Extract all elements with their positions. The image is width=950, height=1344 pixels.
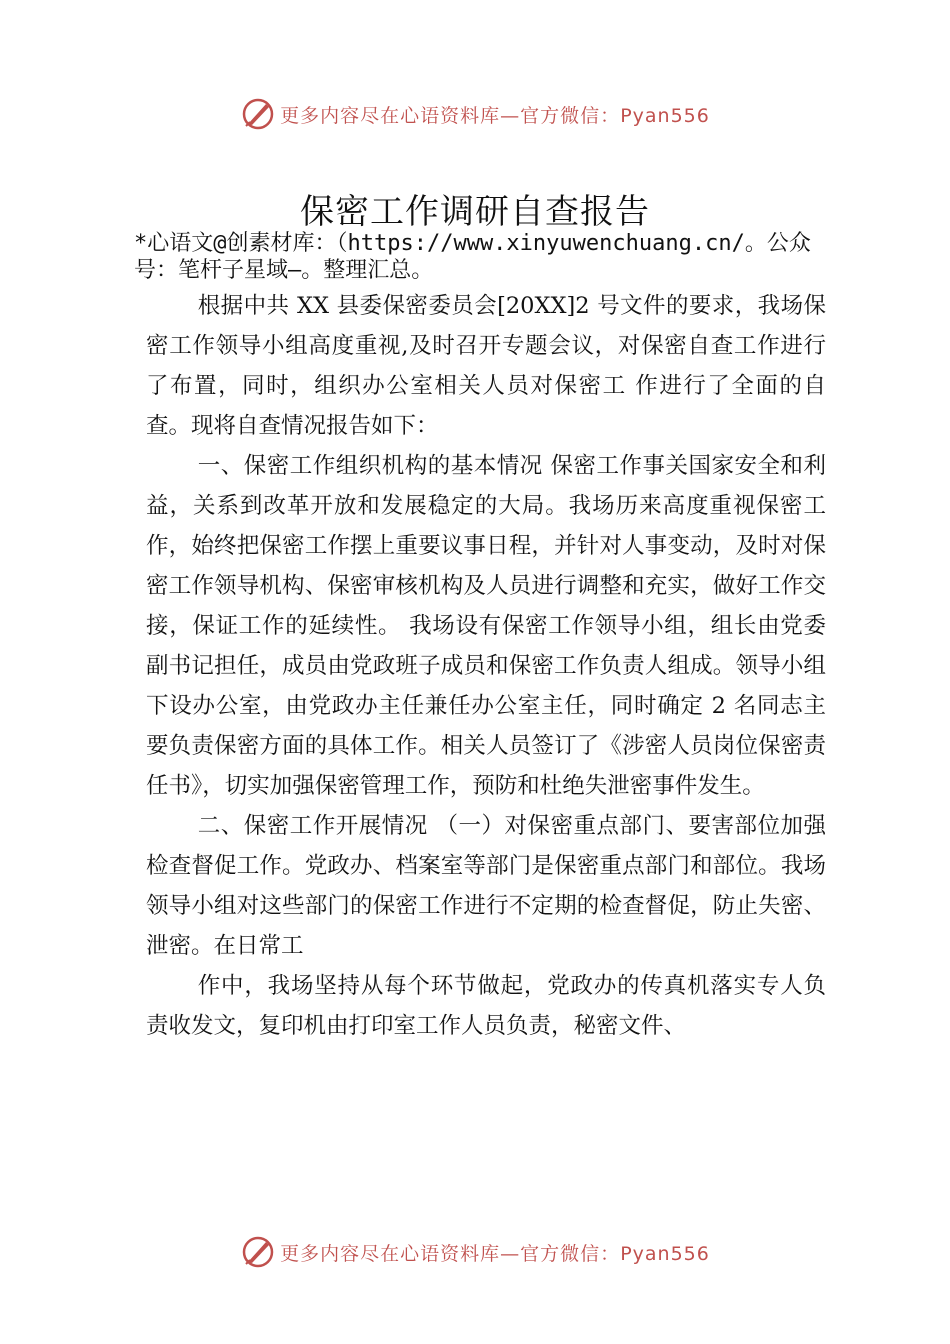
paragraph: 作中，我场坚持从每个环节做起，党政办的传真机落实专人负责收发文，复印机由打印室工作人员负责，秘密文件、: [146, 973, 826, 1039]
quill-pen-circle-icon: [240, 96, 276, 132]
document-title: 保密工作调研自查报告: [300, 192, 650, 232]
paragraph: 二、保密工作开展情况 （一）对保密重点部门、要害部位加强检查督促工作。党政办、档案室等部门是保密重点部门和部位。我场领导小组对这些部门的保密工作进行不定期的检查督促，防止失密、泄密。在日常工: [146, 813, 826, 959]
banner-text: 更多内容尽在心语资料库—官方微信：Pyan556: [280, 104, 710, 127]
source-note: *心语文@创素材库：（https://www.xinyuwenchuang.cn/。公众号：笔杆子星域—。整理汇总。: [134, 231, 811, 283]
paragraph: 一、保密工作组织机构的基本情况 保密工作事关国家安全和利益，关系到改革开放和发展稳定的大局。我场历来高度重视保密工作，始终把保密工作摆上重要议事日程，并针对人事变动，及时对保密工作领导机构、保密审核机构及人员进行调整和充实，做好工作交接，保证工作的延续性。 我场设有保密工作领导小组，组长由党委副书记担任，成员由党政班子成员和保密工作负责人组成。领导小组下设办公室，由党政办主任兼任办公室主任，同时确定 2 名同志主要负责保密方面的具体工作。相关人员签订了《涉密人员岗位保密责任书》，切实加强保密管理工作，预防和杜绝失泄密事件发生。: [146, 453, 826, 799]
banner-text: 更多内容尽在心语资料库—官方微信：Pyan556: [280, 1242, 710, 1265]
header-banner: [0, 94, 950, 134]
quill-pen-circle-icon: [240, 1234, 276, 1270]
footer-banner: [0, 1232, 950, 1272]
document-body: [146, 286, 826, 1046]
paragraph: 根据中共 XX 县委保密委员会[20XX]2 号文件的要求，我场保密工作领导小组高度重视,及时召开专题会议，对保密自查工作进行了布置，同时，组织办公室相关人员对保密工 作进行了全面的自查。现将自查情况报告如下：: [146, 293, 826, 439]
